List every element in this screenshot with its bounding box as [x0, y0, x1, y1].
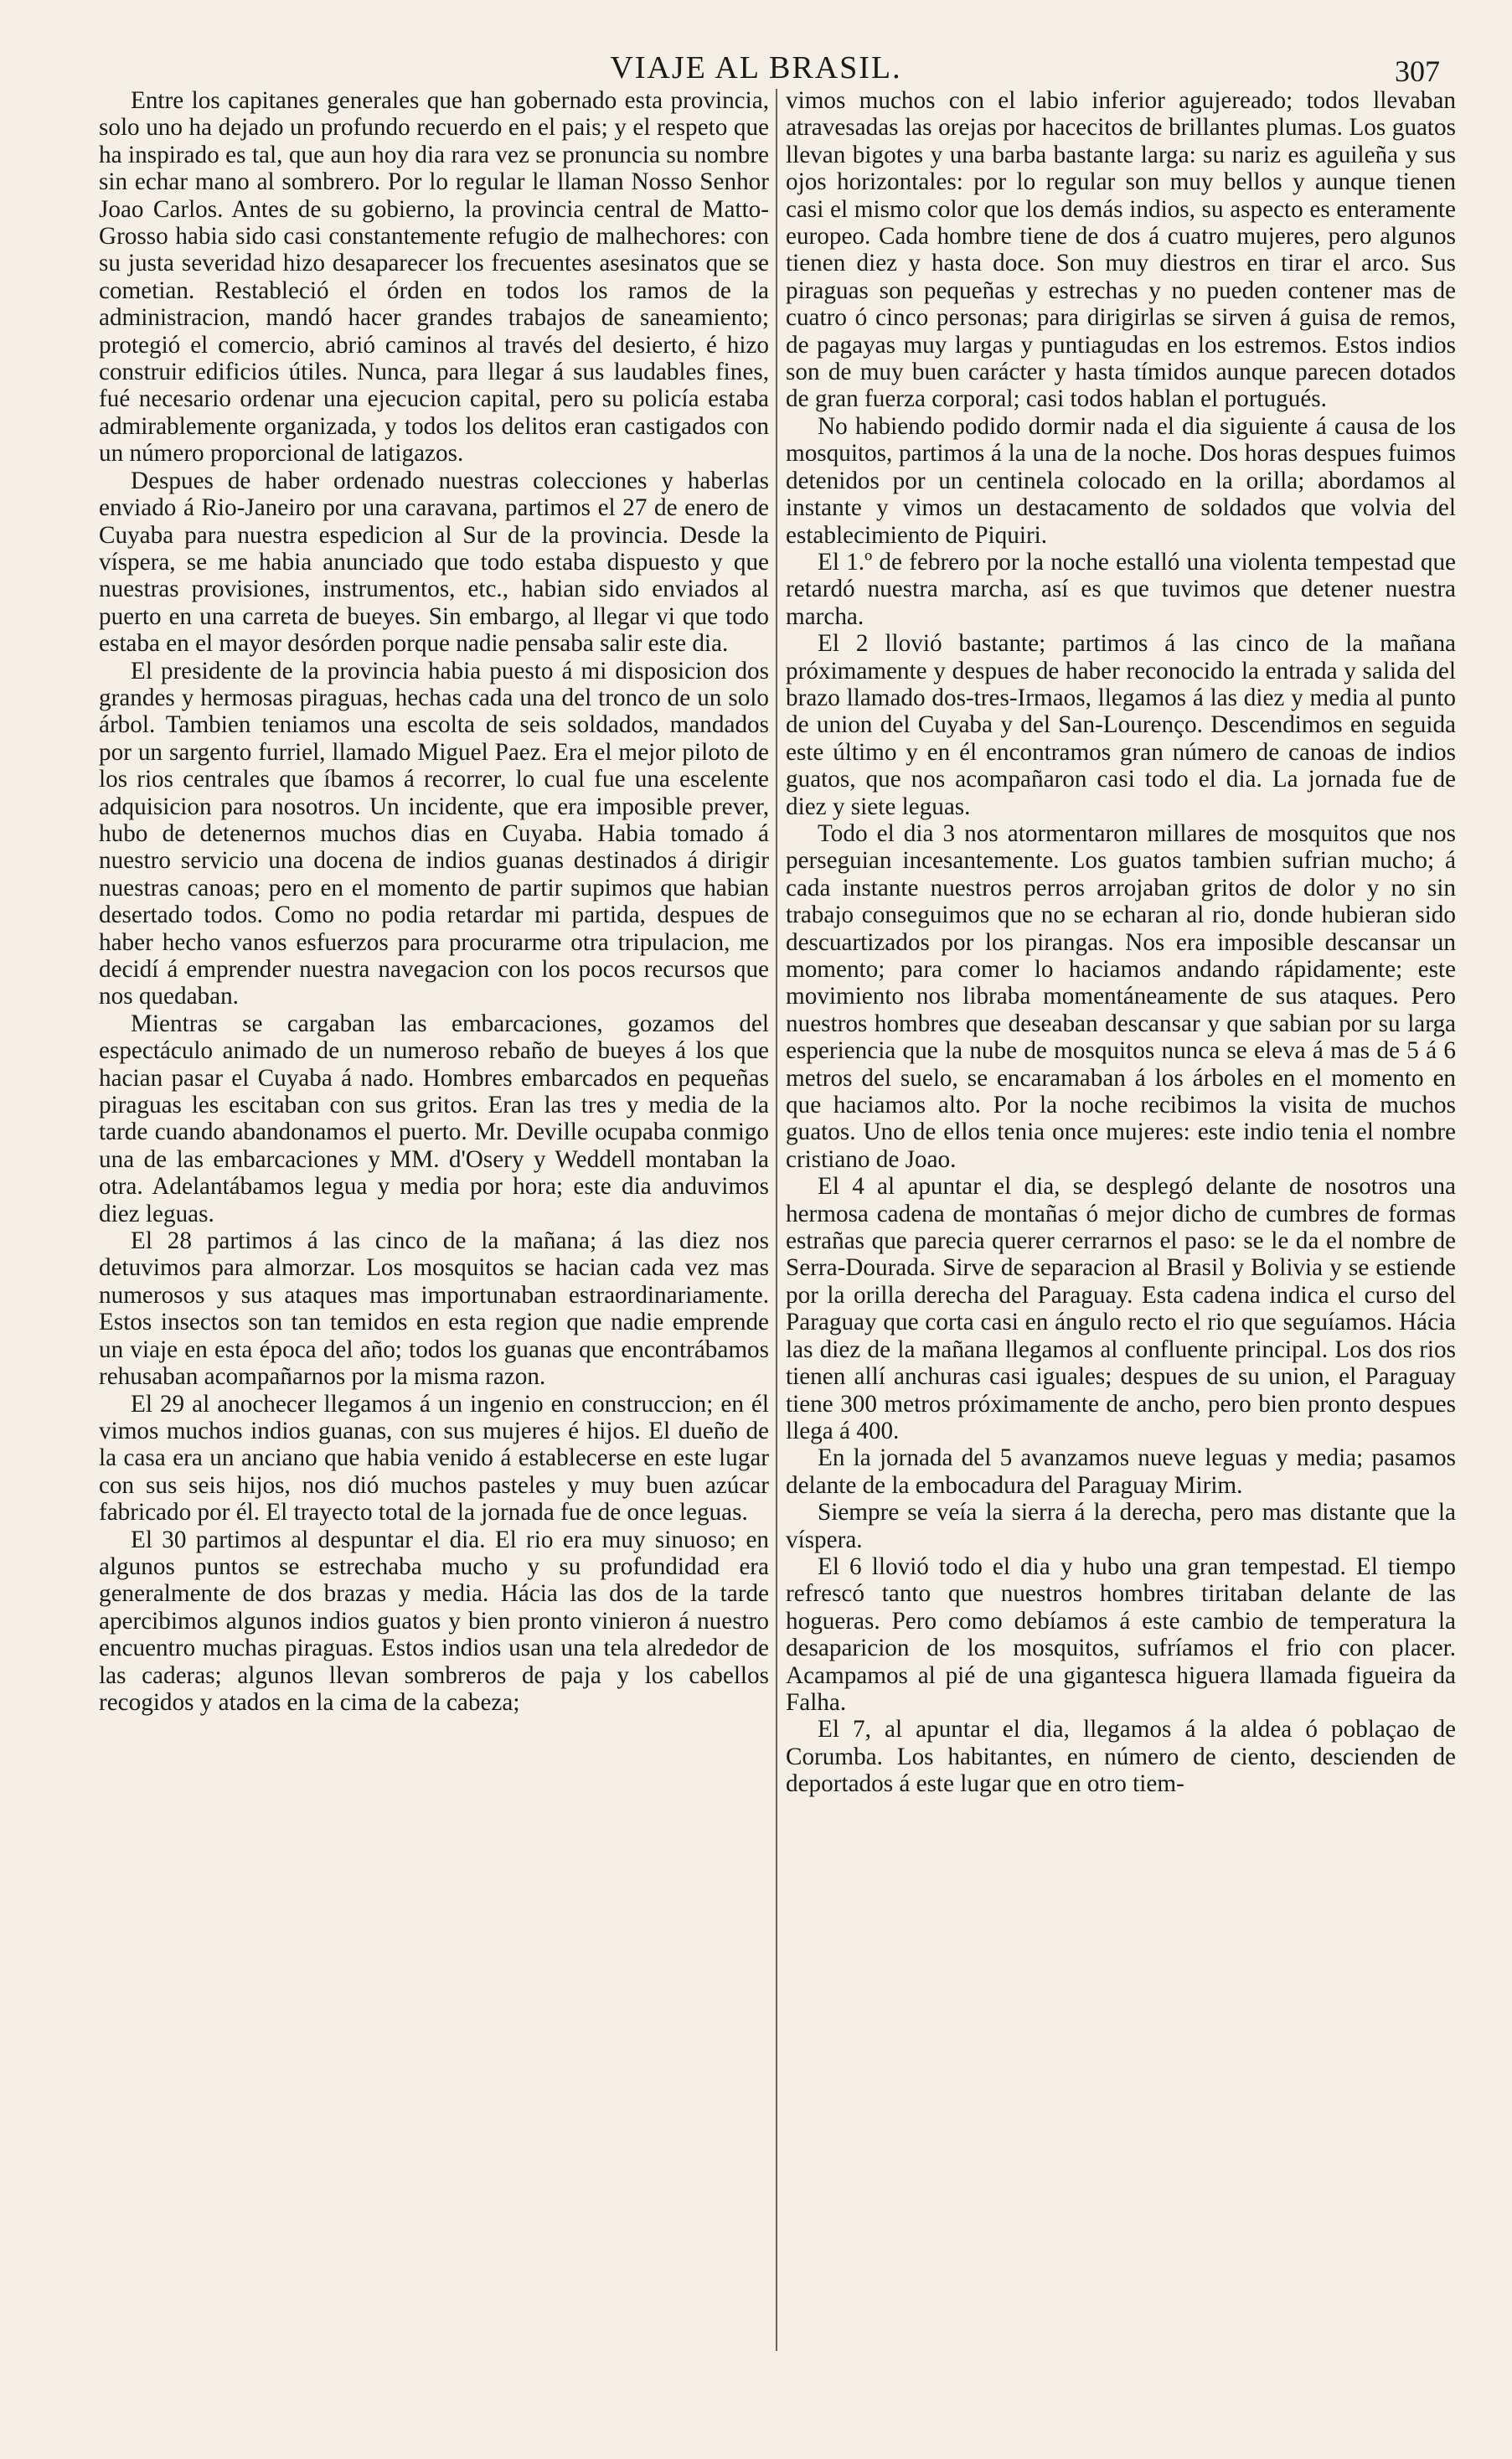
- paragraph: Siempre se veía la sierra á la derecha, pero mas distante que la víspera.: [786, 1499, 1456, 1553]
- paragraph-continued: vimos muchos con el labio inferior agujereado; todos llevaban atravesadas las orejas por hacecitos de brillantes plumas. Los guatos llevan bigotes y una barba bastante larga: su nariz es aguileña y sus ojos horizontales: por lo regular son muy bellos y aunque tienen casi el mismo color que los demás indios, su aspecto es enteramente europeo. Cada hombre tiene de dos á cuatro mujeres, pero algunos tienen diez y hasta doce. Son muy diestros en tirar el arco. Sus piraguas son pequeñas y estrechas y no pueden contener mas de cuatro ó cinco personas; para dirigirlas se sirven á guisa de remos, de pagayas muy largas y puntiagudas en los estremos. Estos indios son de muy buen carácter y hasta tímidos aunque parecen dotados de gran fuerza corporal; casi todos hablan el portugués.: [786, 87, 1456, 413]
- left-column: [99, 87, 769, 2349]
- paragraph: Entre los capitanes generales que han gobernado esta provincia, solo uno ha dejado un profundo recuerdo en el pais; y el respeto que ha inspirado es tal, que aun hoy dia rara vez se pronuncia su nombre sin echar mano al sombrero. Por lo regular le llaman Nosso Senhor Joao Carlos. Antes de su gobierno, la provincia central de Matto-Grosso habia sido casi constantemente refugio de malhechores: con su justa severidad hizo desaparecer los frecuentes asesinatos que se cometian. Restableció el órden en todos los ramos de la administracion, mandó hacer grandes trabajos de saneamiento; protegió el comercio, abrió caminos al través del desierto, é hizo construir edificios útiles. Nunca, para llegar á sus laudables fines, fué necesario ordenar una ejecucion capital, pero su policía estaba admirablemente organizada, y todos los delitos eran castigados con un número proporcional de latigazos.: [99, 87, 769, 468]
- page-number: 307: [1395, 54, 1440, 88]
- running-title: VIAJE AL BRASIL.: [610, 50, 902, 85]
- running-head: [0, 49, 1512, 87]
- paragraph: El 6 llovió todo el dia y hubo una gran tempestad. El tiempo refrescó tanto que nuestros hombres tiritaban delante de las hogueras. Pero como debíamos á este cambio de temperatura la desaparicion de los mosquitos, sufríamos el frio con placer. Acampamos al pié de una gigantesca higuera llamada figueira da Falha.: [786, 1552, 1456, 1716]
- paragraph: Despues de haber ordenado nuestras colecciones y haberlas enviado á Rio-Janeiro por una caravana, partimos el 27 de enero de Cuyaba para nuestra espedicion al Sur de la provincia. Desde la víspera, se me habia anunciado que todo estaba dispuesto y que nuestras provisiones, instrumentos, etc., habian sido enviados al puerto en una carreta de bueyes. Sin embargo, al llegar vi que todo estaba en el mayor desórden porque nadie pensaba salir este dia.: [99, 467, 769, 658]
- paragraph: El 30 partimos al despuntar el dia. El rio era muy sinuoso; en algunos puntos se estrechaba mucho y su profundidad era generalmente de dos brazas y media. Hácia las dos de la tarde apercibimos algunos indios guatos y bien pronto vinieron á nuestro encuentro muchas piraguas. Estos indios usan una tela alrededor de las caderas; algunos llevan sombreros de paja y los cabellos recogidos y atados en la cima de la cabeza;: [99, 1526, 769, 1716]
- paragraph: El 29 al anochecer llegamos á un ingenio en construccion; en él vimos muchos indios guanas, con sus mujeres é hijos. El dueño de la casa era un anciano que habia venido á establecerse en este lugar con sus seis hijos, nos dió muchos pasteles y muy buen azúcar fabricado por él. El trayecto total de la jornada fue de once leguas.: [99, 1390, 769, 1527]
- paragraph: El presidente de la provincia habia puesto á mi disposicion dos grandes y hermosas piraguas, hechas cada una del tronco de un solo árbol. Tambien teniamos una escolta de seis soldados, mandados por un sargento furriel, llamado Miguel Paez. Era el mejor piloto de los rios centrales que íbamos á recorrer, lo cual fue una escelente adquisicion para nosotros. Un incidente, que era imposible prever, hubo de detenernos muchos dias en Cuyaba. Habia tomado á nuestro servicio una docena de indios guanas destinados á dirigir nuestras canoas; pero en el momento de partir supimos que habian desertado todos. Como no podia retardar mi partida, despues de haber hecho vanos esfuerzos para procurarme otra tripulacion, me decidí á emprender nuestra navegacion con los pocos recursos que nos quedaban.: [99, 657, 769, 1010]
- paragraph: El 4 al apuntar el dia, se desplegó delante de nosotros una hermosa cadena de montañas ó mejor dicho de cumbres de formas estrañas que parecia querer cerrarnos el paso: se le da el nombre de Serra-Dourada. Sirve de separacion al Brasil y Bolivia y se estiende por la orilla derecha del Paraguay. Esta cadena indica el curso del Paraguay que corta casi en ángulo recto el rio que seguíamos. Hácia las diez de la mañana llegamos al confluente principal. Los dos rios tienen allí anchuras casi iguales; despues de su union, el Paraguay tiene 300 metros próximamente de ancho, pero bien pronto despues llega á 400.: [786, 1173, 1456, 1444]
- paragraph: En la jornada del 5 avanzamos nueve leguas y media; pasamos delante de la embocadura del Paraguay Mirim.: [786, 1444, 1456, 1499]
- paragraph: El 7, al apuntar el dia, llegamos á la aldea ó poblaçao de Corumba. Los habitantes, en número de ciento, descienden de deportados á este lugar que en otro tiem-: [786, 1716, 1456, 1798]
- paragraph: El 2 llovió bastante; partimos á las cinco de la mañana próximamente y despues de haber reconocido la entrada y salida del brazo llamado dos-tres-Irmaos, llegamos á las diez y media al punto de union del Cuyaba y del San-Lourenço. Descendimos en seguida este último y en él encontramos gran número de canoas de indios guatos, que nos acompañaron casi todo el dia. La jornada fue de diez y siete leguas.: [786, 630, 1456, 820]
- column-divider: [776, 89, 777, 2351]
- right-column: [786, 87, 1456, 2349]
- paragraph: Mientras se cargaban las embarcaciones, gozamos del espectáculo animado de un numeroso rebaño de bueyes á los que hacian pasar el Cuyaba á nado. Hombres embarcados en pequeñas piraguas les escitaban con sus gritos. Eran las tres y media de la tarde cuando abandonamos el puerto. Mr. Deville ocupaba conmigo una de las embarcaciones y MM. d'Osery y Weddell montaban la otra. Adelantábamos legua y media por hora; este dia anduvimos diez leguas.: [99, 1010, 769, 1227]
- paragraph: El 28 partimos á las cinco de la mañana; á las diez nos detuvimos para almorzar. Los mosquitos se hacian cada vez mas numerosos y sus ataques mas importunaban estraordinariamente. Estos insectos son tan temidos en esta region que nadie emprende un viaje en esta época del año; todos los guanas que encontrábamos rehusaban acompañarnos por la misma razon.: [99, 1227, 769, 1391]
- paragraph: El 1.º de febrero por la noche estalló una violenta tempestad que retardó nuestra marcha, así es que tuvimos que detener nuestra marcha.: [786, 548, 1456, 630]
- paragraph: Todo el dia 3 nos atormentaron millares de mosquitos que nos perseguian incesantemente. Los guatos tambien sufrian mucho; á cada instante nuestros perros arrojaban gritos de dolor y no sin trabajo conseguimos que no se echaran al rio, donde hubieran sido descuartizados por los pirangas. Nos era imposible descansar un momento; para comer lo haciamos andando rápidamente; este movimiento nos libraba momentáneamente de sus ataques. Pero nuestros hombres que deseaban descansar y que sabian por su larga esperiencia que la nube de mosquitos nunca se eleva á mas de 5 á 6 metros del suelo, se encaramaban á los árboles en el momento en que haciamos alto. Por la noche recibimos la visita de muchos guatos. Uno de ellos tenia once mujeres: este indio tenia el nombre cristiano de Joao.: [786, 819, 1456, 1173]
- paragraph: No habiendo podido dormir nada el dia siguiente á causa de los mosquitos, partimos á la una de la noche. Dos horas despues fuimos detenidos por un centinela colocado en la orilla; abordamos al instante y vimos un destacamento de soldados que volvia del establecimiento de Piquiri.: [786, 412, 1456, 549]
